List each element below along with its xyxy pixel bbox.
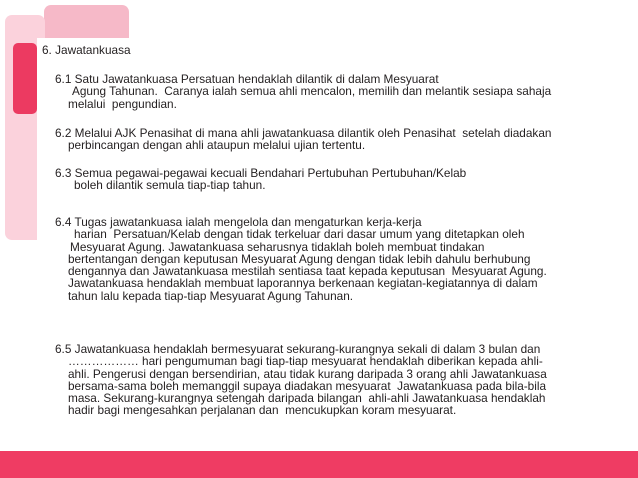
clause-line: ……………… hari pengumuman bagi tiap-tiap mesyuarat hendaklah diberikan kepada ahli- (68, 354, 543, 369)
slide-heading: 6. Jawatankuasa (42, 43, 131, 57)
clause-6-4 (0, 216, 638, 302)
clause-line: hadir bagi mengesahkan perjalanan dan mencukupkan koram mesyuarat. (68, 403, 457, 418)
clause-line: Agung Tahunan. Caranya ialah semua ahli mencalon, memilih dan melantik sesiapa sahaja (72, 84, 552, 99)
clause-line: 6.1 Satu Jawatankuasa Persatuan hendaklah dilantik di dalam Mesyuarat (55, 72, 439, 86)
clause-line: Jawatankuasa hendaklah membuat laporannya berkenaan kegiatan-kegiatannya di dalam (68, 276, 538, 291)
clause-line: tahun lalu kepada tiap-tiap Mesyuarat Agung Tahunan. (68, 288, 354, 303)
clause-line: Mesyuarat Agung. Jawatankuasa seharusnya tidaklah boleh membuat tindakan (70, 239, 485, 254)
clause-line: ahli. Pengerusi dengan bersendirian, atau tidak kurang daripada 3 orang ahli Jawatankuasa (68, 366, 547, 381)
clause-line: 6.4 Tugas jawatankuasa ialah mengelola dan mengaturkan kerja-kerja (55, 215, 422, 229)
clause-6-5 (0, 343, 638, 417)
clause-6-1 (0, 73, 638, 110)
clause-line: bertentangan dengan keputusan Mesyuarat Agung dengan tidak lebih dahulu berhubung (68, 251, 531, 266)
clause-line: dengannya dan Jawatankuasa mestilah sentiasa taat kepada keputusan Mesyuarat Agung. (68, 264, 547, 279)
clause-6-2 (0, 127, 638, 152)
clause-line: perbincangan dengan ahli ataupun melalui ujian tertentu. (68, 138, 366, 153)
footer-band (0, 451, 638, 478)
clause-line: boleh dilantik semula tiap-tiap tahun. (74, 178, 266, 193)
clause-line: melalui pengundian. (68, 96, 177, 111)
clause-line: masa. Sekurang-kurangnya setengah daripada bilangan ahli-ahli Jawatankuasa hendaklah (68, 391, 546, 406)
clause-line: 6.2 Melalui AJK Penasihat di mana ahli jawatankuasa dilantik oleh Penasihat setelah diadakan (55, 126, 552, 140)
clause-line: harian Persatuan/Kelab dengan tidak terkeluar dari dasar umum yang ditetapkan oleh (74, 227, 525, 242)
clause-line: 6.5 Jawatankuasa hendaklah bermesyuarat sekurang-kurangnya sekali di dalam 3 bulan dan (55, 342, 541, 356)
clause-line: 6.3 Semua pegawai-pegawai kecuali Bendahari Pertubuhan Pertubuhan/Kelab (55, 166, 467, 180)
clause-line: bersama-sama boleh memanggil supaya diadakan mesyuarat Jawatankuasa pada bila-bila (68, 378, 547, 393)
clause-6-3 (0, 167, 638, 192)
